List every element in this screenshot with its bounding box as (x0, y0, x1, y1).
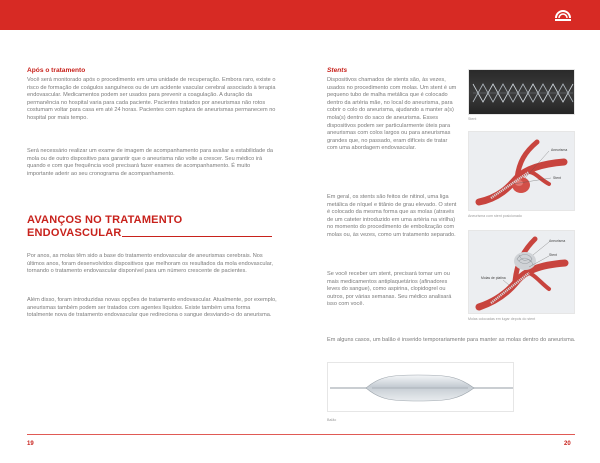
caption-balloon: Balão (327, 418, 337, 422)
page-number-right: 20 (564, 441, 571, 447)
fig2-label-stent: Stent (553, 176, 561, 180)
paragraph-follow-up: Será necessário realizar um exame de imagem de acompanhamento para avaliar a estabilidade da mola ou de outro dispositivo para garantir que o aneurisma não volte a crescer. Seu médico irá quando e com que frequência você precisará fazer exames de acompanhamento. É muito importante aderir ao seu cronograma de acompanhamento. (27, 148, 273, 177)
paragraph-stents-medication: Se você receber um stent, precisará tomar um ou mais medicamentos antiplaquetários (afinadores leves do sangue), como aspirina, clopidogrel ou outros, por várias semanas. Seu médico analisará isso com você. (327, 271, 452, 308)
section-title-rule (122, 236, 272, 237)
paragraph-coils-history: Por anos, as molas têm sido a base do tratamento endovascular de aneurismas cerebrais. Nos últimos anos, foram desenvolvidos dispositivos que melhoram os resultados da mola endovascular, tornando o tratamento endovascular disponível para um número crescente de pacientes. (27, 253, 273, 275)
fig3-label-platinum-coils: Molas de platina (481, 276, 506, 280)
paragraph-balloon: Em alguns casos, um balão é inserido temporariamente para manter as molas dentro do aneurisma. (327, 337, 576, 343)
balloon-image (327, 362, 514, 412)
footer-rule (27, 434, 575, 435)
top-banner (0, 0, 600, 30)
caption-aneurysm-stent: Aneurisma com stent posicionado (468, 214, 522, 218)
section-title-advances: AVANÇOS NO TRATAMENTO ENDOVASCULAR (27, 214, 183, 239)
paragraph-after-treatment: Você será monitorado após o procedimento em uma unidade de recuperação. Embora raro, existe o risco de formação de coágulos sanguíneos ou de um acidente vascular cerebral associado à terapia endovascular. Medicamentos podem ser usados para prevenir a coagulação. A duração da permanência no hospital varia para cada paciente. Pacientes tratados por aneurismas não rotos costumam voltar para casa em até 24 horas. Pacientes com ruptura de aneurismas permanecem no hospital por mais tempo. (27, 77, 276, 121)
paragraph-stents-intro: Dispositivos chamados de stents são, às vezes, usados no procedimento com molas. Um stent é um pequeno tubo de malha metálica que é colocado dentro da artéria mãe, no local do aneurisma, para cobrir o colo do aneurisma, ajudando a manter a(s) mola(s) dentro do saco de aneurisma. Esses dispositivos podem ser particularmente úteis para aneurismas com colos largos ou para aneurismas grandes que, no passado, eram difíceis de tratar com uma abordagem endovascular. (327, 77, 457, 152)
brand-logo-icon (554, 8, 572, 22)
paragraph-new-options: Além disso, foram introduzidas novas opções de tratamento endovascular. Atualmente, por exemplo, aneurismas também podem ser tratados com agentes líquidos. Existe também uma forma totalmente nova de tratamento endovascular que redireciona o sangue desviando-o do aneurisma. (27, 297, 277, 319)
fig2-label-aneurysm: Aneurisma (551, 148, 568, 152)
caption-coils-stent: Molas colocadas em lugar depois do stent (468, 317, 536, 321)
paragraph-stents-material: Em geral, os stents são feitos de nitinol, uma liga metálica de níquel e titânio de grau elevado. O stent é colocado da mesma forma que as molas (através de um cateter introduzido em uma artéria na virilha) no momento do procedimento de embolização com molas ou, às vezes, como um tratamento separado. (327, 194, 457, 238)
heading-after-treatment: Após o tratamento (27, 67, 86, 74)
coils-stent-image (468, 230, 575, 314)
heading-stents: Stents (327, 67, 348, 74)
stent-image (468, 69, 575, 115)
aneurysm-stent-image (468, 131, 575, 211)
page-number-left: 19 (27, 441, 34, 447)
fig3-label-stent: Stent (549, 253, 557, 257)
fig3-label-aneurysm: Aneurisma (549, 239, 566, 243)
caption-stent: Stent (468, 117, 477, 121)
